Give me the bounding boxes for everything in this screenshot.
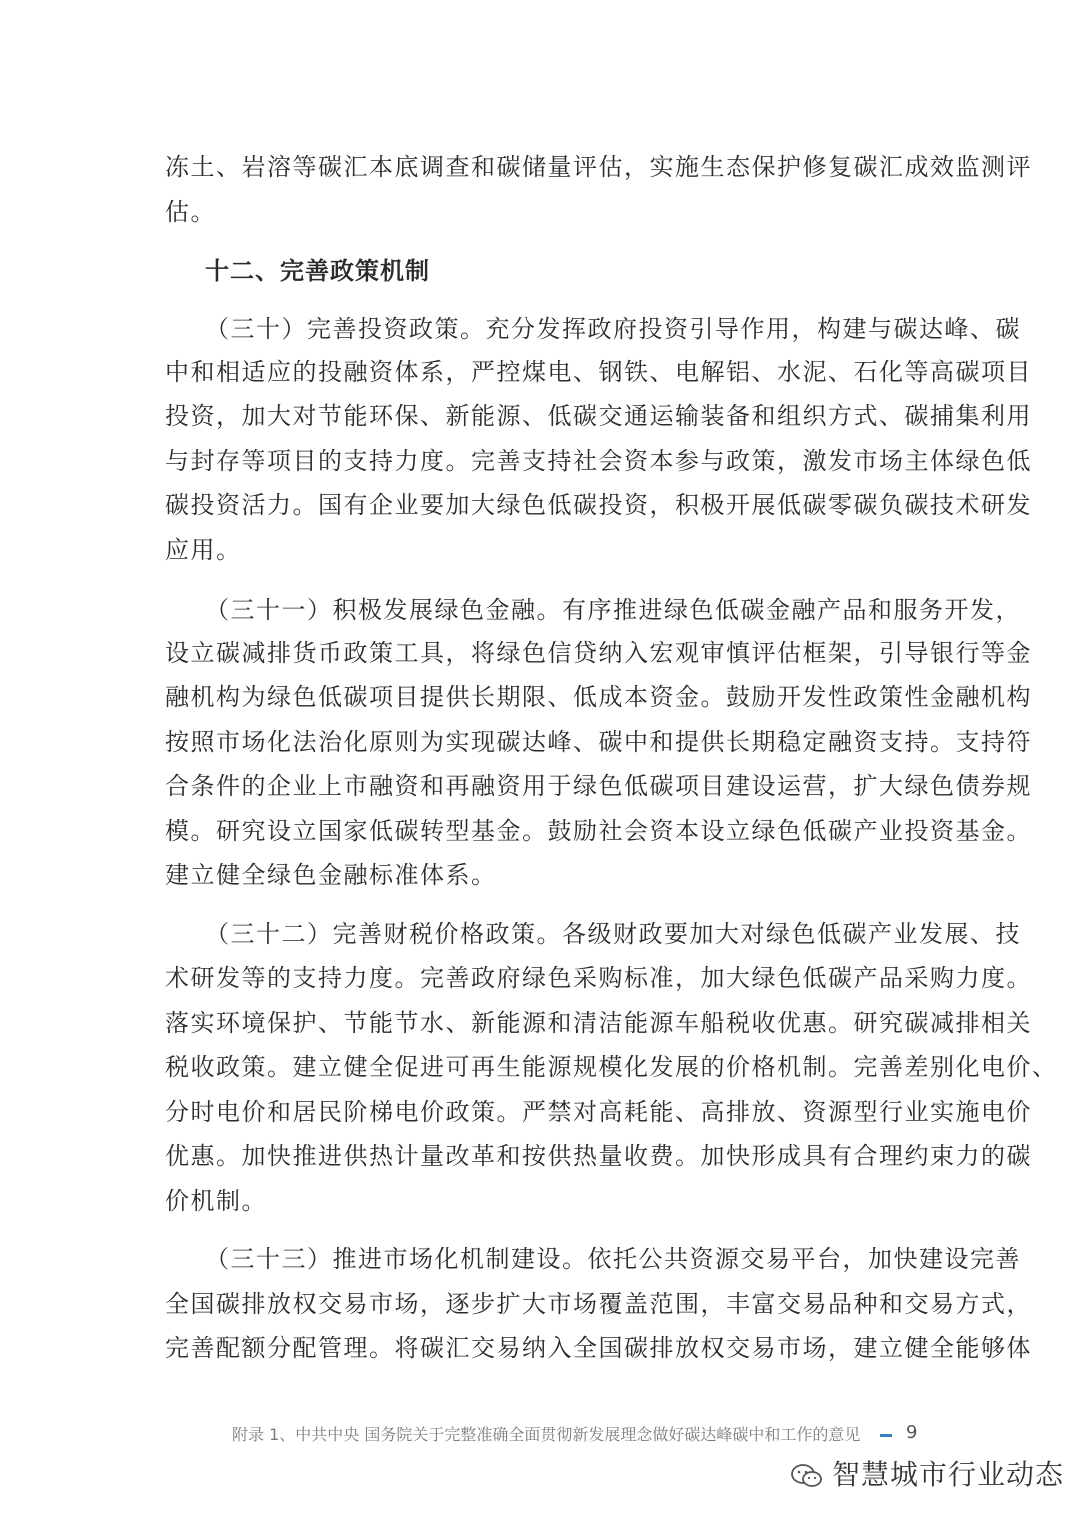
text-line: 中和相适应的投融资体系，严控煤电、钢铁、电解铝、水泥、石化等高碳项目 [165,358,1032,386]
text-line: 优惠。加快推进供热计量改革和按供热量收费。加快形成具有合理约束力的碳 [165,1142,1032,1170]
text-line: 应用。 [165,536,242,564]
footer-dash [880,1434,892,1437]
text-line: 分时电价和居民阶梯电价政策。严禁对高耗能、高排放、资源型行业实施电价 [165,1098,1032,1126]
text-line: （三十一）积极发展绿色金融。有序推进绿色低碳金融产品和服务开发， [205,596,1021,624]
text-line: （三十）完善投资政策。充分发挥政府投资引导作用，构建与碳达峰、碳 [205,315,1021,343]
text-line: 价机制。 [165,1187,267,1215]
text-line: 税收政策。建立健全促进可再生能源规模化发展的价格机制。完善差别化电价、 [165,1053,1058,1081]
wechat-icon [790,1463,824,1489]
text-line: 设立碳减排货币政策工具，将绿色信贷纳入宏观审慎评估框架，引导银行等金 [165,639,1032,667]
text-line: 与封存等项目的支持力度。完善支持社会资本参与政策，激发市场主体绿色低 [165,447,1032,475]
text-line: 模。研究设立国家低碳转型基金。鼓励社会资本设立绿色低碳产业投资基金。 [165,817,1032,845]
text-line: 投资，加大对节能环保、新能源、低碳交通运输装备和组织方式、碳捕集利用 [165,402,1032,430]
text-line: 冻土、岩溶等碳汇本底调查和碳储量评估，实施生态保护修复碳汇成效监测评 [165,153,1032,181]
section-heading: 十二、完善政策机制 [205,256,430,285]
text-line: （三十三）推进市场化机制建设。依托公共资源交易平台，加快建设完善 [205,1245,1021,1273]
text-line: 按照市场化法治化原则为实现碳达峰、碳中和提供长期稳定融资支持。支持符 [165,728,1032,756]
text-line: 术研发等的支持力度。完善政府绿色采购标准，加大绿色低碳产品采购力度。 [165,964,1032,992]
page-number: 9 [906,1422,918,1443]
text-line: （三十二）完善财税价格政策。各级财政要加大对绿色低碳产业发展、技 [205,920,1021,948]
text-line: 合条件的企业上市融资和再融资用于绿色低碳项目建设运营，扩大绿色债券规 [165,772,1032,800]
text-line: 完善配额分配管理。将碳汇交易纳入全国碳排放权交易市场，建立健全能够体 [165,1334,1032,1362]
watermark-text: 智慧城市行业动态 [832,1458,1065,1491]
text-line: 落实环境保护、节能节水、新能源和清洁能源车船税收优惠。研究碳减排相关 [165,1009,1032,1037]
text-line: 估。 [165,198,216,226]
text-line: 碳投资活力。国有企业要加大绿色低碳投资，积极开展低碳零碳负碳技术研发 [165,491,1032,519]
text-line: 全国碳排放权交易市场，逐步扩大市场覆盖范围，丰富交易品种和交易方式， [165,1290,1032,1318]
footer-caption: 附录 1、中共中央 国务院关于完整准确全面贯彻新发展理念做好碳达峰碳中和工作的意见 [232,1425,861,1444]
text-line: 融机构为绿色低碳项目提供长期限、低成本资金。鼓励开发性政策性金融机构 [165,683,1032,711]
text-line: 建立健全绿色金融标准体系。 [165,861,497,889]
